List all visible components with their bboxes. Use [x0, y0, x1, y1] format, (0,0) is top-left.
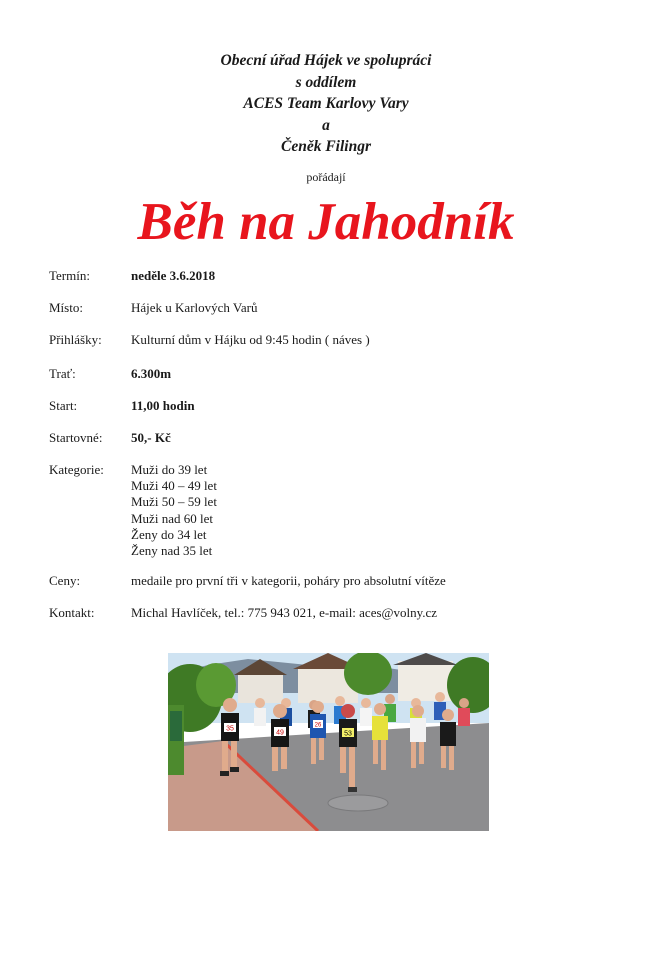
detail-label: Termín: [49, 268, 90, 283]
category-item: Muži 40 – 49 let [131, 478, 217, 494]
detail-label: Startovné: [49, 430, 103, 445]
organizer-line: ACES Team Karlovy Vary [243, 95, 409, 112]
event-title: Běh na Jahodník [137, 193, 515, 251]
bib-number: 26 [314, 722, 322, 729]
detail-label: Kontakt: [49, 605, 95, 620]
detail-label: Trať: [49, 366, 76, 381]
category-item: Muži nad 60 let [131, 510, 213, 526]
detail-label: Ceny: [49, 573, 81, 588]
detail-value: 50,- Kč [131, 430, 171, 445]
detail-label: Kategorie: [49, 462, 104, 477]
organizer-line: s oddílem [295, 73, 357, 91]
detail-label: Místo: [49, 300, 83, 315]
organizer-line: Čeněk Filingr [280, 138, 371, 155]
detail-value: Michal Havlíček, tel.: 775 943 021, e-mail: aces@volny.cz [131, 605, 438, 620]
detail-label: Přihlášky: [49, 332, 102, 347]
category-item: Ženy do 34 let [131, 526, 207, 542]
subtitle: pořádají [306, 170, 346, 184]
detail-value: neděle 3.6.2018 [131, 268, 216, 283]
bib-number: 49 [276, 729, 284, 737]
organizer-line: a [322, 116, 330, 134]
detail-value: Hájek u Karlových Varů [131, 300, 258, 315]
category-item: Muži do 39 let [131, 462, 208, 477]
organizer-line: Obecní úřad Hájek ve spolupráci [220, 52, 432, 69]
detail-value: 6.300m [131, 366, 172, 381]
detail-value: 11,00 hodin [131, 398, 195, 413]
bib-number: 35 [226, 725, 234, 733]
detail-value: medaile pro první tři v kategorii, poháry pro absolutní vítěze [131, 573, 446, 588]
photo-banner [170, 711, 182, 741]
photo-tree [344, 653, 392, 695]
detail-label: Start: [49, 398, 78, 413]
photo-house [398, 661, 453, 701]
bib-number: 53 [344, 730, 352, 738]
detail-value: Kulturní dům v Hájku od 9:45 hodin ( náves ) [131, 332, 370, 347]
category-list [131, 462, 217, 559]
race-start-photo [168, 653, 489, 831]
category-item: Ženy nad 35 let [131, 543, 213, 559]
photo-manhole [328, 795, 388, 811]
category-item: Muži 50 – 59 let [131, 494, 217, 510]
race-photo-illustration [168, 653, 489, 831]
organizer-header [0, 50, 652, 158]
